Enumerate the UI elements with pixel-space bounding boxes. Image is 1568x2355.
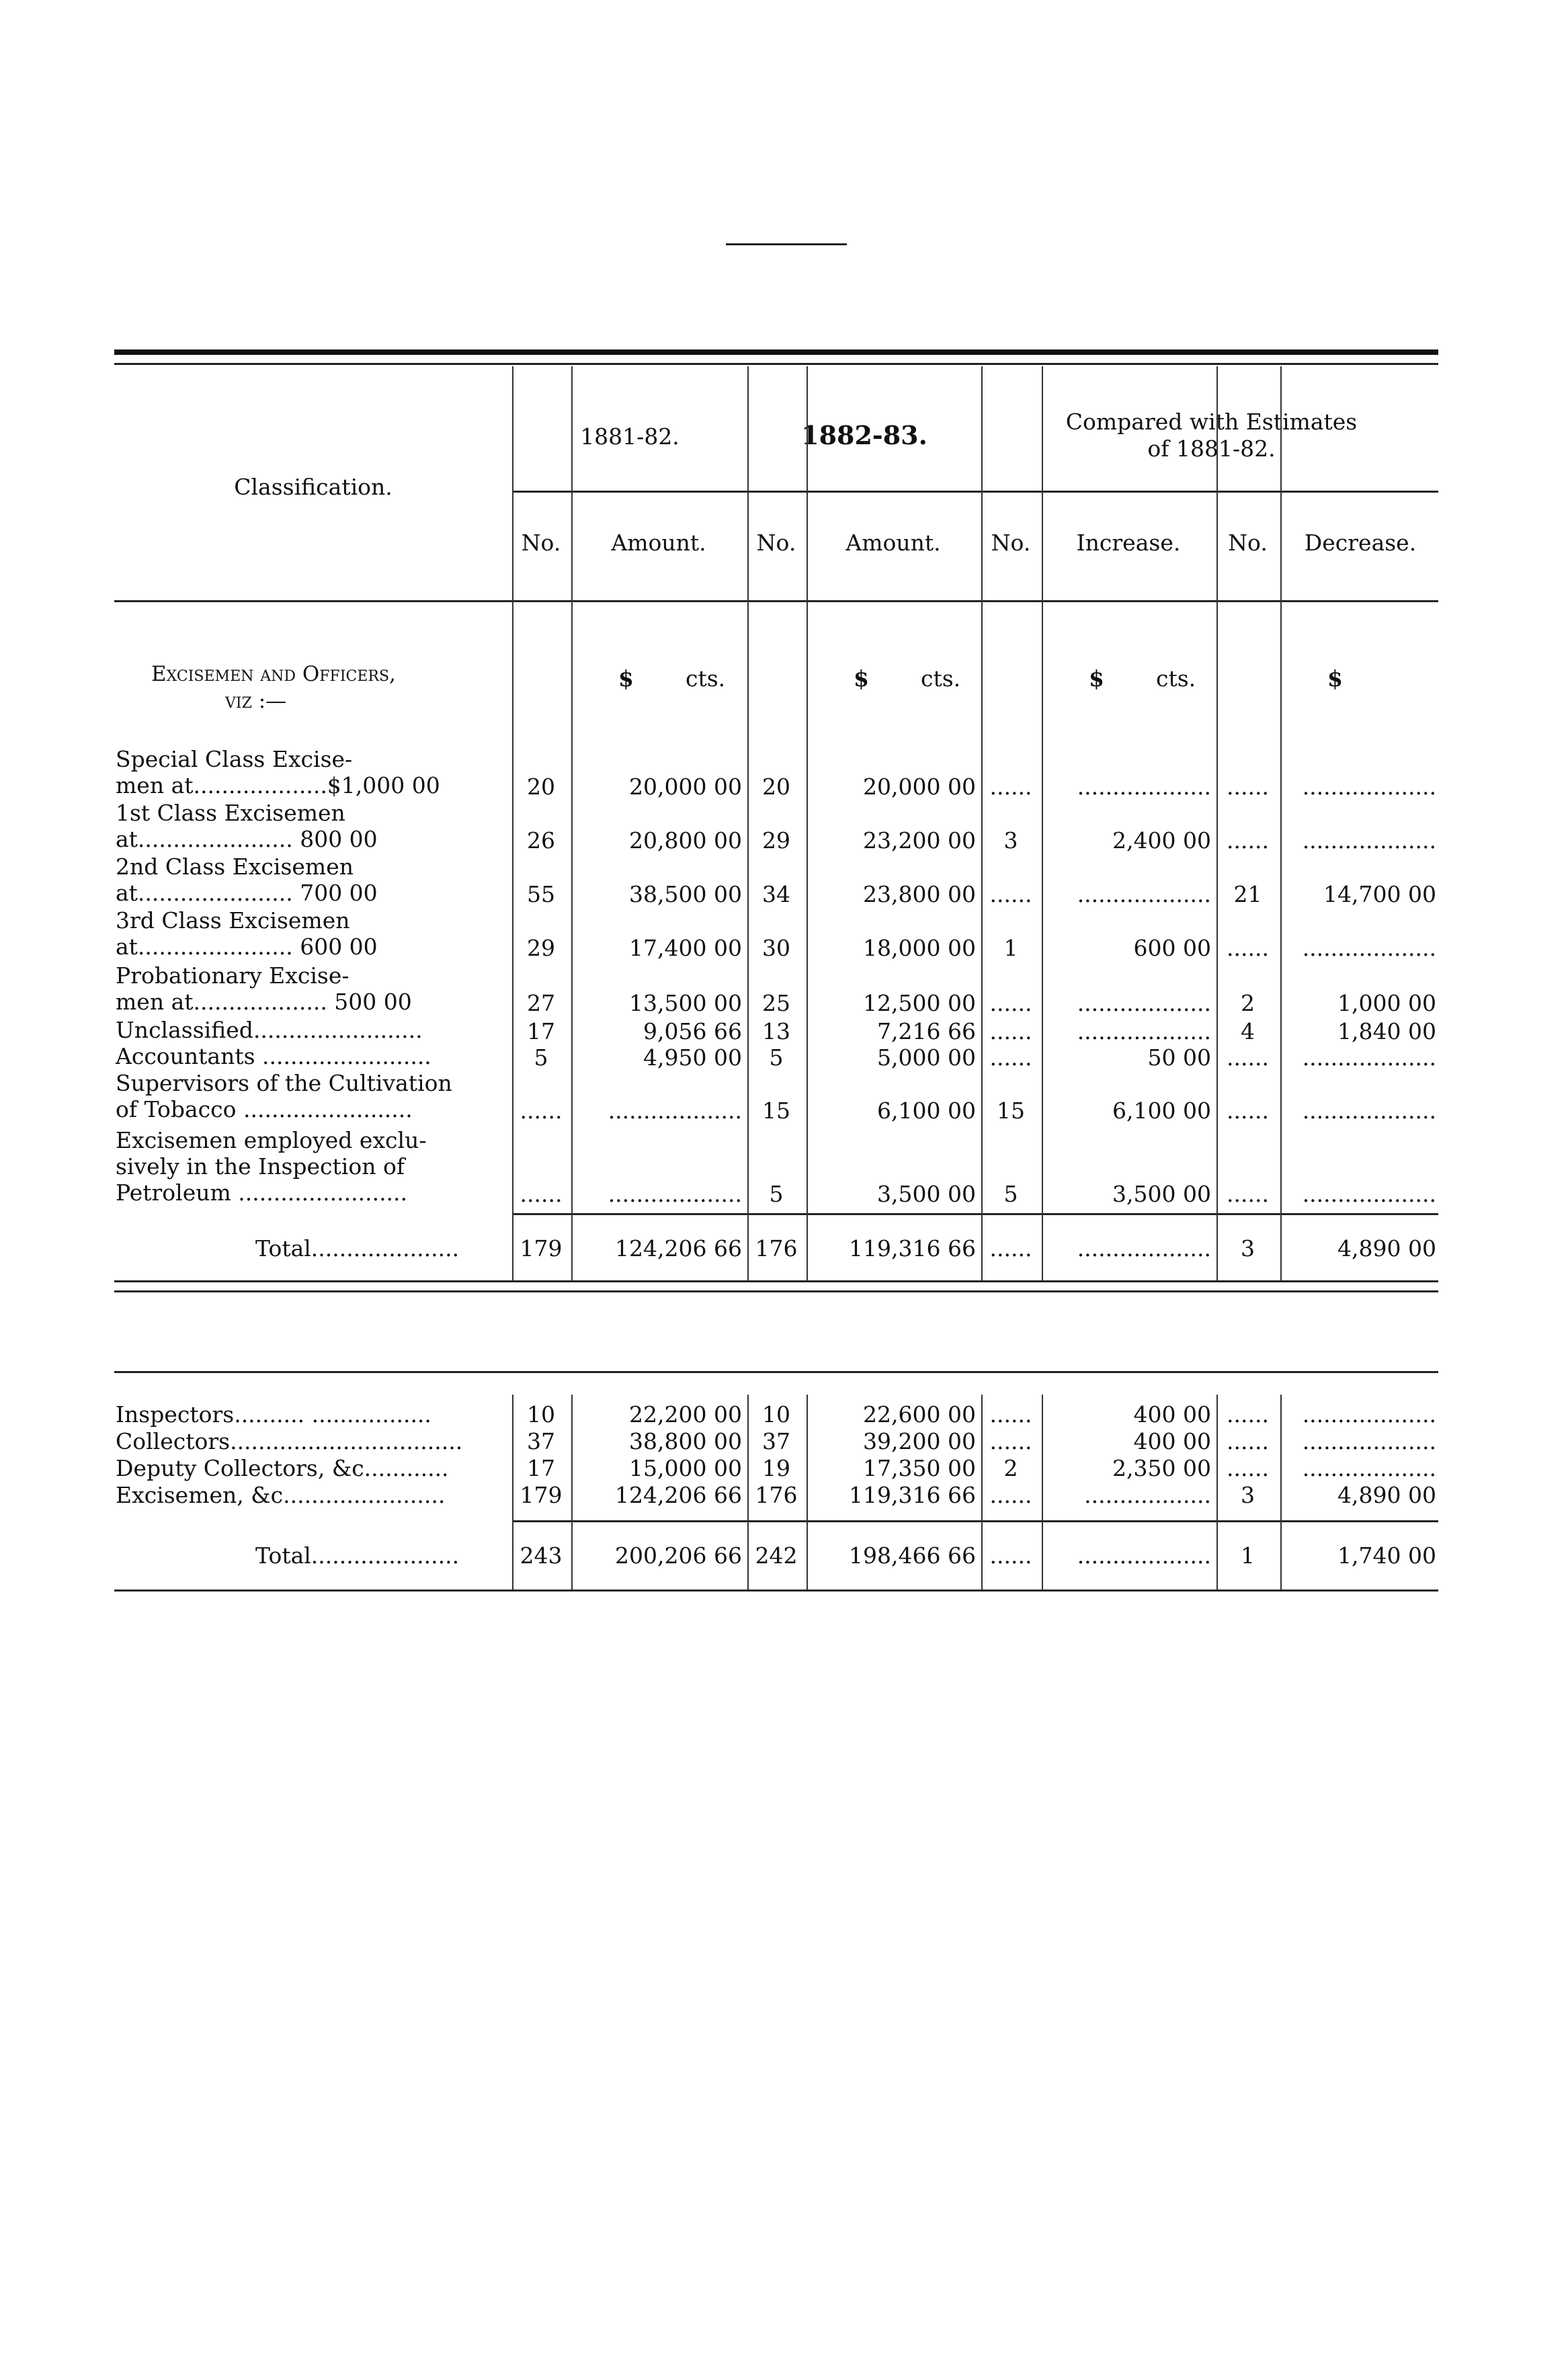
row-label: at...................... 800 00: [116, 826, 378, 852]
recap-cell-inc: 400 00: [1133, 1428, 1211, 1454]
cell-inc: 50 00: [1147, 1044, 1211, 1071]
column-header-no: No.: [521, 530, 561, 556]
cell-no1: 5: [534, 1044, 548, 1071]
cell-amt2: 12,500 00: [863, 990, 976, 1016]
cell-no1: 17: [527, 1018, 555, 1044]
column-header-no: No.: [1228, 530, 1268, 556]
cell-inc: ...................: [1077, 774, 1211, 800]
row-label: 1st Class Excisemen: [116, 800, 345, 826]
cell-no2: 13: [762, 1018, 790, 1044]
total-no1: 179: [520, 1235, 563, 1262]
column-header-no: No.: [756, 530, 796, 556]
column-divider: [981, 1395, 983, 1589]
cell-no2: 20: [762, 774, 790, 800]
recap-cell-no4: ......: [1227, 1455, 1269, 1481]
recap-cell-inc: ..................: [1084, 1482, 1211, 1508]
total-label: Total.....................: [255, 1235, 460, 1262]
row-label: 2nd Class Excisemen: [116, 854, 354, 880]
recap-total-no4: 1: [1241, 1542, 1255, 1569]
recap-cell-amt2: 39,200 00: [863, 1428, 976, 1454]
cell-no3: ......: [989, 881, 1032, 907]
cell-dec: 14,700 00: [1323, 881, 1436, 907]
cell-dec: ...................: [1302, 774, 1436, 800]
recap-total-no2: 242: [755, 1542, 798, 1569]
row-label: Petroleum ........................: [116, 1180, 408, 1206]
column-divider: [512, 366, 513, 1280]
total-no4: 3: [1241, 1235, 1255, 1262]
recap-row-label: Excisemen, &c.......................: [116, 1482, 446, 1508]
recap-cell-dec: 4,890 00: [1337, 1482, 1436, 1508]
cell-no1: 27: [527, 990, 555, 1016]
dollar-sign: $: [1327, 665, 1343, 692]
table-rule: [114, 1280, 1438, 1282]
recap-total-amt1: 200,206 66: [615, 1542, 742, 1569]
cell-no1: 20: [527, 774, 555, 800]
column-header-amount: Amount.: [845, 530, 941, 556]
cell-no4: 2: [1241, 990, 1255, 1016]
column-divider: [1280, 366, 1282, 1280]
cell-no3: ......: [989, 1018, 1032, 1044]
recap-cell-no3: ......: [989, 1482, 1032, 1508]
cell-amt2: 23,800 00: [863, 881, 976, 907]
row-label: Accountants ........................: [116, 1043, 431, 1069]
cell-no2: 5: [769, 1181, 784, 1207]
cell-no4: ......: [1227, 1098, 1269, 1124]
table-rule: [114, 1589, 1438, 1592]
total-no2: 176: [755, 1235, 798, 1262]
cell-no1: 29: [527, 935, 555, 961]
cell-no1: 26: [527, 827, 555, 854]
column-divider: [1280, 1395, 1282, 1589]
section-heading: Excisemen and Officers,: [151, 662, 396, 686]
recap-cell-no2: 37: [762, 1428, 790, 1454]
recap-row-label: Inspectors.......... .................: [116, 1401, 431, 1428]
cell-no3: 5: [1003, 1181, 1018, 1207]
cell-dec: ...................: [1302, 1098, 1436, 1124]
section-heading-viz: viz :—: [225, 689, 287, 713]
compared-header-2: of 1881-82.: [1147, 436, 1276, 462]
recap-cell-dec: ...................: [1302, 1428, 1436, 1454]
table-rule: [114, 600, 1438, 602]
recap-total-label: Total.....................: [255, 1542, 460, 1569]
cell-inc: 3,500 00: [1112, 1181, 1211, 1207]
row-label: at...................... 600 00: [116, 934, 378, 960]
recap-cell-no1: 17: [527, 1455, 555, 1481]
column-divider: [1042, 366, 1043, 1280]
cell-amt1: 13,500 00: [629, 990, 742, 1016]
table-rule: [114, 1371, 1438, 1373]
total-amt1: 124,206 66: [615, 1235, 742, 1262]
recap-total-inc: ...................: [1077, 1542, 1211, 1569]
recap-cell-no1: 10: [527, 1401, 555, 1428]
cell-dec: 1,000 00: [1337, 990, 1436, 1016]
column-divider: [1216, 1395, 1218, 1589]
page-header: [118, 81, 1435, 141]
cell-amt2: 23,200 00: [863, 827, 976, 854]
cell-no4: ......: [1227, 1181, 1269, 1207]
recap-total-no3: ......: [989, 1542, 1032, 1569]
cell-amt1: 4,950 00: [643, 1044, 742, 1071]
cell-no1: 55: [527, 881, 555, 907]
cents-label: cts.: [1156, 665, 1196, 692]
column-divider: [571, 366, 573, 1280]
total-dec: 4,890 00: [1337, 1235, 1436, 1262]
cell-amt1: 17,400 00: [629, 935, 742, 961]
table-rule: [114, 363, 1438, 365]
column-divider: [512, 1395, 513, 1589]
cell-dec: ...................: [1302, 935, 1436, 961]
row-label: of Tobacco ........................: [116, 1096, 413, 1122]
column-divider: [571, 1395, 573, 1589]
recap-cell-no3: ......: [989, 1428, 1032, 1454]
dollar-sign: $: [1089, 665, 1104, 692]
recap-cell-no4: 3: [1241, 1482, 1255, 1508]
cell-no4: 4: [1241, 1018, 1255, 1044]
cell-inc: ...................: [1077, 881, 1211, 907]
row-label: Excisemen employed exclu-: [116, 1127, 427, 1153]
column-header-no: No.: [991, 530, 1031, 556]
total-no3: ......: [989, 1235, 1032, 1262]
classification-header: Classification.: [234, 474, 393, 500]
recap-row-label: Deputy Collectors, &c............: [116, 1455, 449, 1481]
dollar-sign: $: [618, 665, 634, 692]
cell-no4: ......: [1227, 935, 1269, 961]
recap-cell-no3: 2: [1003, 1455, 1018, 1481]
row-label: men at................... 500 00: [116, 989, 412, 1015]
row-label: Unclassified........................: [116, 1017, 423, 1043]
recap-cell-no1: 37: [527, 1428, 555, 1454]
cell-no4: 21: [1233, 881, 1262, 907]
recap-cell-dec: ...................: [1302, 1455, 1436, 1481]
cell-no3: ......: [989, 774, 1032, 800]
column-divider: [807, 1395, 808, 1589]
cell-dec: 1,840 00: [1337, 1018, 1436, 1044]
recap-cell-amt1: 15,000 00: [629, 1455, 742, 1481]
cell-dec: ...................: [1302, 1044, 1436, 1071]
cell-no2: 30: [762, 935, 790, 961]
cents-label: cts.: [921, 665, 961, 692]
cell-inc: ...................: [1077, 1018, 1211, 1044]
row-label: sively in the Inspection of: [116, 1153, 405, 1180]
column-divider: [807, 366, 808, 1280]
column-header-amount: Amount.: [611, 530, 706, 556]
cell-no3: ......: [989, 990, 1032, 1016]
row-label: Supervisors of the Cultivation: [116, 1070, 452, 1096]
cell-no1: ......: [520, 1181, 563, 1207]
cell-inc: 6,100 00: [1112, 1098, 1211, 1124]
cell-amt2: 6,100 00: [877, 1098, 976, 1124]
cell-amt2: 5,000 00: [877, 1044, 976, 1071]
cell-no2: 15: [762, 1098, 790, 1124]
recap-cell-dec: ...................: [1302, 1401, 1436, 1428]
table-rule: [512, 491, 1438, 493]
cell-inc: 600 00: [1133, 935, 1211, 961]
row-label: Special Class Excise-: [116, 746, 353, 772]
cell-no2: 29: [762, 827, 790, 854]
row-label: Probationary Excise-: [116, 962, 349, 989]
recap-cell-no1: 179: [520, 1482, 563, 1508]
cell-amt1: 20,000 00: [629, 774, 742, 800]
year-1882-header: 1882-83.: [801, 420, 927, 450]
cell-amt1: ...................: [608, 1181, 742, 1207]
recap-cell-amt1: 124,206 66: [615, 1482, 742, 1508]
recap-cell-amt1: 22,200 00: [629, 1401, 742, 1428]
recap-total-no1: 243: [520, 1542, 563, 1569]
recap-cell-amt2: 22,600 00: [863, 1401, 976, 1428]
cell-no2: 25: [762, 990, 790, 1016]
recap-cell-no2: 176: [755, 1482, 798, 1508]
recap-cell-no2: 19: [762, 1455, 790, 1481]
recap-cell-inc: 2,350 00: [1112, 1455, 1211, 1481]
cell-no4: ......: [1227, 774, 1269, 800]
cell-no3: 1: [1003, 935, 1018, 961]
recap-cell-no4: ......: [1227, 1401, 1269, 1428]
recap-total-amt2: 198,466 66: [849, 1542, 976, 1569]
row-label: men at...................$1,000 00: [116, 772, 440, 798]
cell-no4: ......: [1227, 1044, 1269, 1071]
cell-no1: ......: [520, 1098, 563, 1124]
column-divider: [1042, 1395, 1043, 1589]
dollar-sign: $: [854, 665, 869, 692]
cell-amt2: 3,500 00: [877, 1181, 976, 1207]
total-inc: ...................: [1077, 1235, 1211, 1262]
cell-no3: ......: [989, 1044, 1032, 1071]
cell-inc: ...................: [1077, 990, 1211, 1016]
recap-cell-no4: ......: [1227, 1428, 1269, 1454]
cell-no2: 5: [769, 1044, 784, 1071]
column-header-decrease: Decrease.: [1304, 530, 1417, 556]
cell-no4: ......: [1227, 827, 1269, 854]
table-rule: [114, 1290, 1438, 1292]
recap-cell-no3: ......: [989, 1401, 1032, 1428]
cell-amt1: 38,500 00: [629, 881, 742, 907]
cell-no3: 15: [997, 1098, 1025, 1124]
table-rule: [512, 1213, 1438, 1215]
column-header-increase: Increase.: [1076, 530, 1181, 556]
column-divider: [747, 366, 749, 1280]
table-rule: [512, 1520, 1438, 1522]
cell-amt2: 7,216 66: [877, 1018, 976, 1044]
recap-cell-no2: 10: [762, 1401, 790, 1428]
row-label: at...................... 700 00: [116, 880, 378, 906]
recap-total-dec: 1,740 00: [1337, 1542, 1436, 1569]
recap-cell-amt1: 38,800 00: [629, 1428, 742, 1454]
column-divider: [747, 1395, 749, 1589]
cell-inc: 2,400 00: [1112, 827, 1211, 854]
cell-dec: ...................: [1302, 1181, 1436, 1207]
cell-amt1: 20,800 00: [629, 827, 742, 854]
recap-cell-amt2: 119,316 66: [849, 1482, 976, 1508]
title-rule: [726, 243, 847, 245]
cell-no2: 34: [762, 881, 790, 907]
compared-header-1: Compared with Estimates: [1065, 409, 1358, 435]
cell-no3: 3: [1003, 827, 1018, 854]
column-divider: [1216, 366, 1218, 1280]
total-amt2: 119,316 66: [849, 1235, 976, 1262]
year-1881-header: 1881-82.: [580, 423, 679, 450]
cents-label: cts.: [686, 665, 726, 692]
recap-cell-amt2: 17,350 00: [863, 1455, 976, 1481]
cell-dec: ...................: [1302, 827, 1436, 854]
cell-amt2: 18,000 00: [863, 935, 976, 961]
recap-cell-inc: 400 00: [1133, 1401, 1211, 1428]
cell-amt1: ...................: [608, 1098, 742, 1124]
table-rule: [114, 349, 1438, 355]
cell-amt2: 20,000 00: [863, 774, 976, 800]
cell-amt1: 9,056 66: [643, 1018, 742, 1044]
column-divider: [981, 366, 983, 1280]
row-label: 3rd Class Excisemen: [116, 907, 350, 934]
recap-row-label: Collectors.................................: [116, 1428, 463, 1454]
